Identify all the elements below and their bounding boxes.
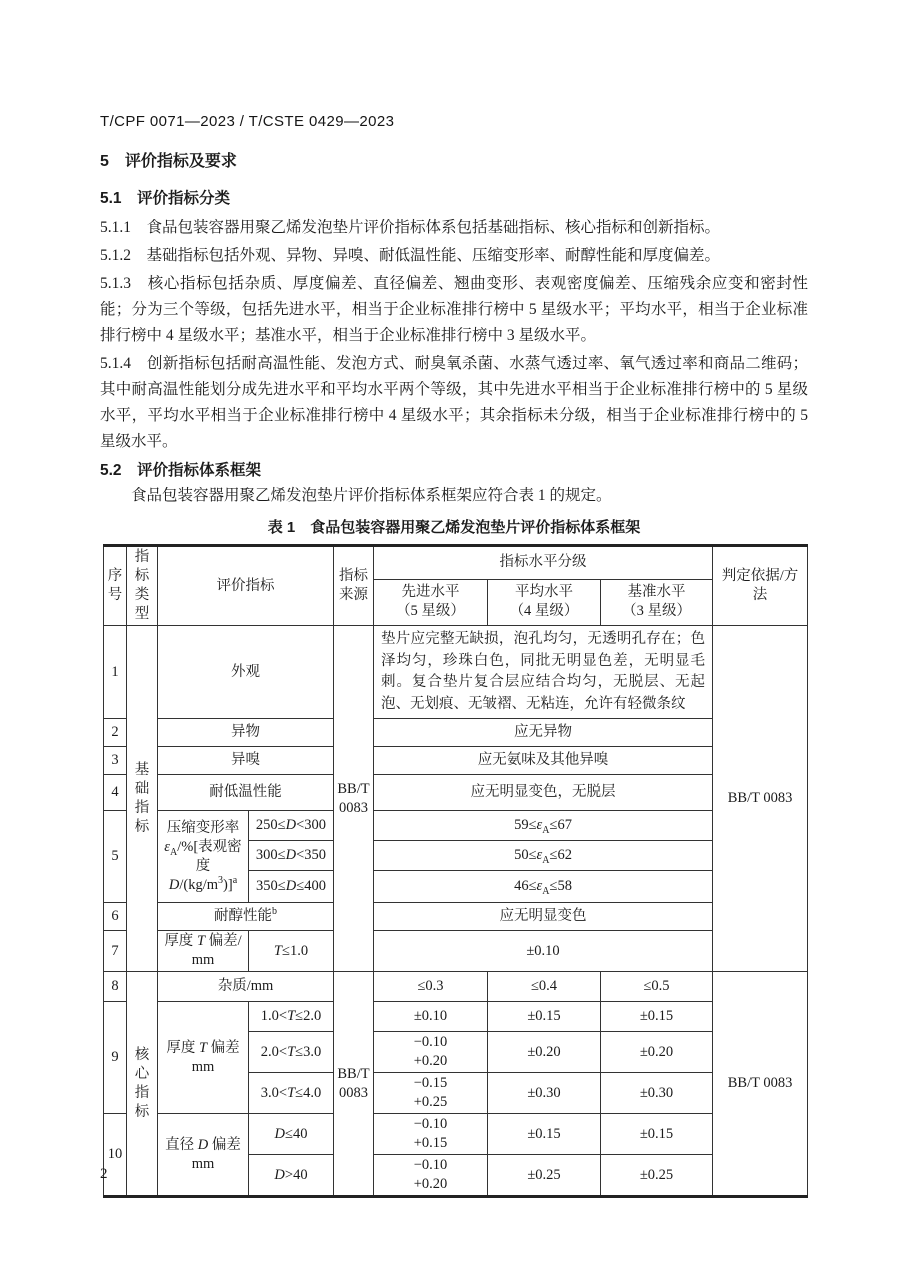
cell-value: 应无明显变色，无脱层 xyxy=(374,775,713,811)
cell-source-core: BB/T 0083 xyxy=(334,972,374,1197)
cell-value: ±0.10 xyxy=(374,1002,488,1032)
header-cell-judge: 判定依据/方法 xyxy=(713,546,808,626)
cell-no: 1 xyxy=(104,626,127,719)
cell-value: ≤0.3 xyxy=(374,972,488,1002)
cell-judge-basic: BB/T 0083 xyxy=(713,626,808,972)
page-content xyxy=(100,112,808,1198)
para-5-1-3: 5.1.3 核心指标包括杂质、厚度偏差、直径偏差、翘曲变形、表观密度偏差、压缩残余应变和密封性能；分为三个等级，包括先进水平，相当于企业标准排行榜中 5 星级水平；平均水平，相当于企业标准排行榜中 4 星级水平；基准水平，相当于企业标准排行榜中 3 星级水平。 xyxy=(100,275,808,344)
cell-value: ±0.20 xyxy=(601,1032,713,1073)
table-row xyxy=(104,775,808,811)
cell-no: 5 xyxy=(104,811,127,903)
group-basic-cell: 基础指标 xyxy=(127,626,158,972)
cell-value: ±0.30 xyxy=(601,1073,713,1114)
cell-value: ≤0.4 xyxy=(488,972,601,1002)
header-cell-grading: 指标水平分级 xyxy=(374,546,713,580)
header-cell-average: 平均水平 （4 星级） xyxy=(488,579,601,625)
heading-5: 5 评价指标及要求 xyxy=(100,153,237,170)
cell-indicator: 异嗅 xyxy=(158,747,334,775)
cell-condition: D>40 xyxy=(249,1155,334,1197)
page-number: 2 xyxy=(100,1166,108,1182)
table-row xyxy=(104,719,808,747)
table-row xyxy=(104,972,808,1002)
cell-no: 7 xyxy=(104,931,127,972)
cell-indicator: 异物 xyxy=(158,719,334,747)
cell-condition: 2.0<T≤3.0 xyxy=(249,1032,334,1073)
para-5-2-intro: 食品包装容器用聚乙烯发泡垫片评价指标体系框架应符合表 1 的规定。 xyxy=(131,487,612,504)
cell-condition: D≤40 xyxy=(249,1114,334,1155)
cell-value: ±0.15 xyxy=(601,1002,713,1032)
table-row xyxy=(104,811,808,841)
cell-judge-core: BB/T 0083 xyxy=(713,972,808,1197)
cell-indicator: 杂质/mm xyxy=(158,972,334,1002)
cell-value: ±0.10 xyxy=(374,931,713,972)
cell-condition: T≤1.0 xyxy=(249,931,334,972)
cell-value: ±0.15 xyxy=(601,1114,713,1155)
table-row xyxy=(104,931,808,972)
cell-value: ±0.15 xyxy=(488,1114,601,1155)
header-cell-no: 序号 xyxy=(104,546,127,626)
cell-no: 3 xyxy=(104,747,127,775)
header-cell-source: 指标来源 xyxy=(334,546,374,626)
cell-no: 9 xyxy=(104,1002,127,1114)
indicator-framework-table xyxy=(103,544,808,1198)
cell-condition: 350≤D≤400 xyxy=(249,871,334,903)
table-row xyxy=(104,747,808,775)
cell-indicator: 厚度 T 偏差/mm xyxy=(158,931,249,972)
cell-no: 6 xyxy=(104,903,127,931)
cell-value: $46\le\varepsilon_A\le 58$ xyxy=(374,871,713,903)
cell-source-basic: BB/T 0083 xyxy=(334,626,374,972)
cell-value: −0.10 +0.20 xyxy=(374,1032,488,1073)
cell-no: 10 xyxy=(104,1114,127,1197)
heading-5-1: 5.1 评价指标分类 xyxy=(100,190,231,207)
cell-value: 应无氨味及其他异嗅 xyxy=(374,747,713,775)
cell-no: 4 xyxy=(104,775,127,811)
table-row xyxy=(104,1002,808,1032)
cell-value: ±0.25 xyxy=(488,1155,601,1197)
cell-condition: 1.0<T≤2.0 xyxy=(249,1002,334,1032)
header-cell-baseline: 基准水平 （3 星级） xyxy=(601,579,713,625)
para-5-1-2: 5.1.2 基础指标包括外观、异物、异嗅、耐低温性能、压缩变形率、耐醇性能和厚度偏差。 xyxy=(100,247,721,264)
cell-value: −0.15 +0.25 xyxy=(374,1073,488,1114)
group-core-cell: 核心指标 xyxy=(127,972,158,1197)
cell-value: ±0.20 xyxy=(488,1032,601,1073)
cell-value: −0.10 +0.15 xyxy=(374,1114,488,1155)
cell-condition: 3.0<T≤4.0 xyxy=(249,1073,334,1114)
table-row xyxy=(104,1114,808,1155)
doc-header: T/CPF 0071—2023 / T/CSTE 0429—2023 xyxy=(100,113,395,130)
cell-indicator: 直径 D 偏差 mm xyxy=(158,1114,249,1197)
cell-no: 8 xyxy=(104,972,127,1002)
cell-condition: 300≤D<350 xyxy=(249,841,334,871)
header-cell-type: 指标类型 xyxy=(127,546,158,626)
table-caption: 表 1 食品包装容器用聚乙烯发泡垫片评价指标体系框架 xyxy=(267,519,641,536)
para-5-1-4: 5.1.4 创新指标包括耐高温性能、发泡方式、耐臭氧杀菌、水蒸气透过率、氧气透过率和商品二维码；其中耐高温性能划分成先进水平和平均水平两个等级，其中先进水平相当于企业标准排行榜中的 5 星级水平，平均水平相当于企业标准排行榜中 4 星级水平；其余指标未分级，相当于企业标准排行榜中的 5 星级水平。 xyxy=(100,355,808,450)
cell-value: $59\le\varepsilon_A\le 67$ xyxy=(374,811,713,841)
table-row xyxy=(104,903,808,931)
cell-value: ±0.30 xyxy=(488,1073,601,1114)
cell-condition: 250≤D<300 xyxy=(249,811,334,841)
cell-value: 应无明显变色 xyxy=(374,903,713,931)
cell-value: ±0.25 xyxy=(601,1155,713,1197)
cell-value: 应无异物 xyxy=(374,719,713,747)
cell-indicator: 压缩变形率 $\varepsilon_A/\%$[表观密度 $D/(kg/m^3)]^a$ xyxy=(158,811,249,903)
cell-indicator: 耐低温性能 xyxy=(158,775,334,811)
table-header-row-1 xyxy=(104,546,808,580)
header-cell-advanced: 先进水平 （5 星级） xyxy=(374,579,488,625)
para-5-1-1: 5.1.1 食品包装容器用聚乙烯发泡垫片评价指标体系包括基础指标、核心指标和创新指标。 xyxy=(100,219,721,236)
cell-indicator: 耐醇性能$^b$ xyxy=(158,903,334,931)
cell-indicator: 外观 xyxy=(158,626,334,719)
cell-value: −0.10 +0.20 xyxy=(374,1155,488,1197)
table-row xyxy=(104,626,808,719)
cell-indicator: 厚度 T 偏差 mm xyxy=(158,1002,249,1114)
cell-value: 垫片应完整无缺损，泡孔均匀，无透明孔存在；色泽均匀，珍珠白色，同批无明显色差，无明显毛刺。复合垫片复合层应结合均匀，无脱层、无起泡、无划痕、无皱褶、无粘连，允许有轻微条纹 xyxy=(374,626,713,719)
cell-no: 2 xyxy=(104,719,127,747)
heading-5-2: 5.2 评价指标体系框架 xyxy=(100,462,262,479)
cell-value: ≤0.5 xyxy=(601,972,713,1002)
cell-value: $50\le\varepsilon_A\le 62$ xyxy=(374,841,713,871)
cell-value: ±0.15 xyxy=(488,1002,601,1032)
header-cell-indicator: 评价指标 xyxy=(158,546,334,626)
